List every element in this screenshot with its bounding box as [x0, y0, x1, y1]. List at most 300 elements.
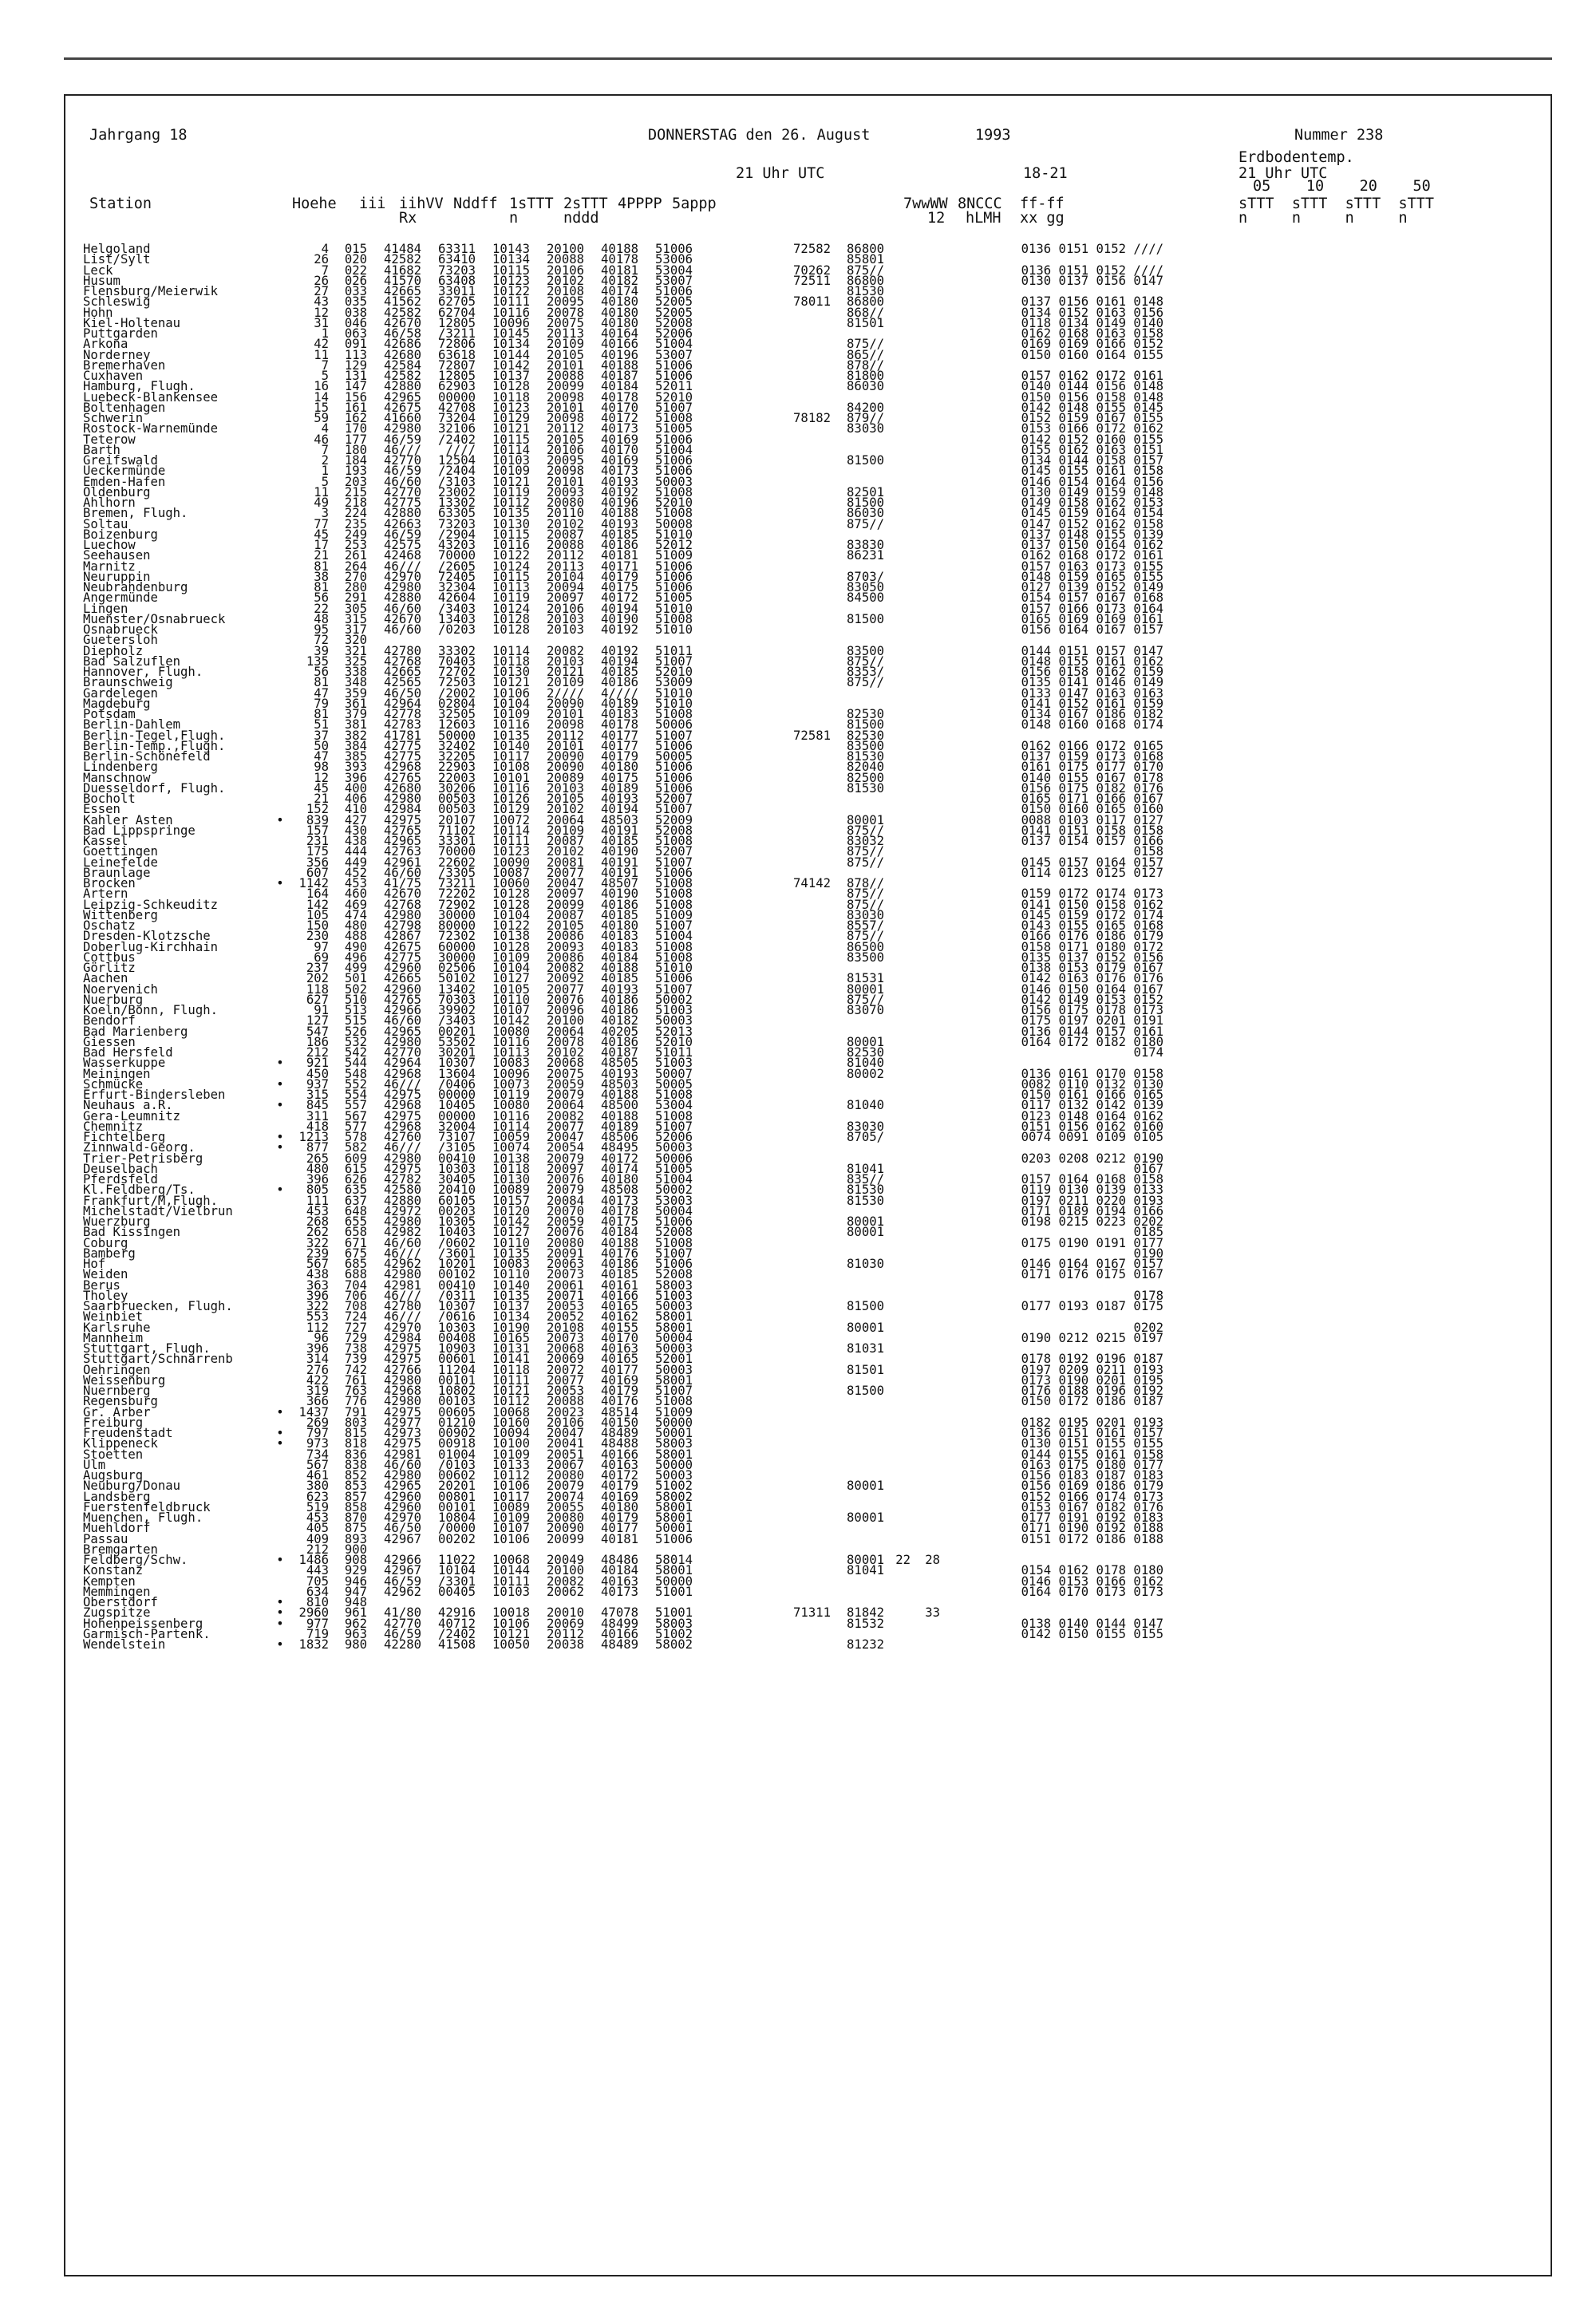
gust-gg	[911, 963, 940, 973]
group-8nccc: 81842	[847, 1605, 884, 1621]
iihvv: 41682	[384, 263, 421, 278]
group-5appp: 51007	[655, 918, 693, 933]
nddff: /2904	[438, 527, 476, 542]
group-4pppp: 40173	[601, 464, 638, 479]
group-8nccc: 879//	[847, 411, 884, 425]
group-5appp: 50002	[655, 992, 693, 1007]
group-7wwww	[693, 931, 831, 942]
elevation: 239	[306, 1246, 329, 1261]
nddff: 72202	[438, 886, 476, 902]
group-8nccc: 878//	[847, 876, 884, 890]
gust-gg	[911, 604, 940, 614]
group-1sttt: 10123	[492, 400, 530, 415]
station-id: 857	[344, 1489, 367, 1504]
group-4pppp: 48499	[601, 1616, 638, 1631]
mountain-marker	[272, 1238, 288, 1249]
gust-gg	[911, 689, 940, 699]
group-4pppp: 40181	[601, 263, 638, 278]
table-row	[83, 1034, 1543, 1049]
group-5appp: 52008	[655, 1267, 693, 1282]
group-5appp: 51011	[655, 1045, 693, 1060]
iihvv: 46///	[384, 1288, 421, 1303]
group-4pppp: 40180	[601, 1499, 638, 1514]
gust-gg	[911, 731, 940, 741]
group-8nccc: 81232	[847, 1637, 884, 1652]
elevation: 42	[314, 337, 329, 352]
group-1sttt: 10190	[492, 1320, 530, 1335]
station-id: 980	[344, 1637, 367, 1652]
group-1sttt: 10134	[492, 252, 530, 267]
group-2sttt: 20072	[547, 1362, 584, 1377]
table-row	[83, 1301, 1543, 1312]
group-2sttt: 20063	[547, 1257, 584, 1271]
station-name: Ahlhorn	[83, 496, 136, 510]
soil-temps: 0156 0183 0187 0183	[1021, 1468, 1163, 1483]
table-row	[83, 1013, 1543, 1029]
iihvv: 42670	[384, 611, 421, 626]
station-id: 526	[344, 1024, 367, 1039]
station-name: Saarbruecken, Flugh.	[83, 1299, 233, 1313]
group-7wwww	[693, 456, 831, 466]
station-id: 474	[344, 907, 367, 922]
nddff: 00000	[438, 1088, 476, 1102]
gust-gg	[911, 847, 940, 857]
gust-ff	[884, 910, 911, 921]
mountain-marker: •	[276, 1595, 284, 1609]
soil-temps: 0118 0134 0149 0140	[1021, 315, 1163, 330]
nddff: /2002	[438, 685, 476, 701]
group-8nccc: 83500	[847, 950, 884, 965]
elevation: 363	[306, 1277, 329, 1293]
group-4pppp: 40183	[601, 929, 638, 944]
iihvv: 42968	[384, 1066, 421, 1081]
iihvv: 42765	[384, 992, 421, 1007]
table-row	[83, 516, 1543, 531]
station-name: Regensburg	[83, 1394, 158, 1409]
gust-gg	[911, 1619, 940, 1629]
elevation: 380	[306, 1479, 329, 1494]
iihvv: 42280	[384, 1637, 421, 1652]
station-id: 946	[344, 1574, 367, 1589]
group-8nccc: 875//	[847, 675, 884, 690]
station-name: Muehldorf	[83, 1521, 151, 1536]
group-5appp: 51007	[655, 653, 693, 669]
gust-ff	[884, 731, 911, 741]
iihvv: 42975	[384, 1404, 421, 1420]
group-2sttt: 20080	[547, 1468, 584, 1483]
station-id: 063	[344, 326, 367, 341]
group-4pppp: 40186	[601, 538, 638, 552]
gust-ff	[884, 1143, 911, 1153]
table-row	[83, 1362, 1543, 1377]
iihvv: 42970	[384, 1510, 421, 1525]
station-id: 675	[344, 1246, 367, 1261]
group-8nccc: 81531	[847, 971, 884, 986]
elevation: 95	[314, 622, 329, 637]
station-name: Neubrandenburg	[83, 580, 188, 594]
group-8nccc: 81532	[847, 1616, 884, 1631]
group-1sttt: 10120	[492, 1203, 530, 1218]
station-name: Coburg	[83, 1235, 128, 1250]
group-5appp: 58001	[655, 1563, 693, 1578]
group-1sttt: 10111	[492, 1574, 530, 1589]
group-7wwww	[693, 1259, 831, 1269]
station-id: 582	[344, 1140, 367, 1155]
group-8nccc	[831, 689, 884, 699]
group-5appp: 51008	[655, 1235, 693, 1250]
gust-ff	[884, 1005, 911, 1016]
group-1sttt: 10115	[492, 263, 530, 278]
station-name: Soltau	[83, 516, 128, 531]
group-5appp: 52006	[655, 326, 693, 341]
station-id: 838	[344, 1457, 367, 1472]
station-id: 852	[344, 1468, 367, 1483]
group-5appp: 51009	[655, 907, 693, 922]
nddff: 10307	[438, 1056, 476, 1071]
group-8nccc	[831, 1450, 884, 1460]
group-8nccc: 81500	[847, 1384, 884, 1398]
station-name: Brocken	[83, 876, 136, 890]
elevation: 51	[314, 717, 329, 732]
station-id: 453	[344, 876, 367, 890]
mountain-marker	[272, 720, 288, 730]
elevation: 112	[306, 1320, 329, 1335]
table-row	[83, 907, 1543, 922]
soil-temps: 0088 0103 0117 0127	[1021, 812, 1163, 827]
group-4pppp: 40194	[601, 802, 638, 817]
station-name: Landsberg	[83, 1489, 151, 1504]
station-id: 325	[344, 653, 367, 669]
station-name: Wasserkuppe	[83, 1056, 166, 1071]
elevation: 96	[314, 1330, 329, 1345]
nddff: 70000	[438, 548, 476, 563]
group-7wwww	[693, 604, 831, 614]
group-5appp: 50000	[655, 1574, 693, 1589]
mountain-marker	[272, 1577, 288, 1587]
station-name: Feldberg/Schw.	[83, 1553, 188, 1567]
station-name: Bad Kissingen	[83, 1225, 181, 1240]
group-7wwww	[693, 1344, 831, 1354]
group-2sttt: 20077	[547, 865, 584, 880]
table-row	[83, 770, 1543, 785]
group-2sttt: 20082	[547, 1574, 584, 1589]
elevation: 396	[306, 1172, 329, 1187]
iihvv: 42880	[384, 590, 421, 606]
station-id: 947	[344, 1584, 367, 1599]
elevation: 142	[306, 897, 329, 912]
group-8nccc: 83032	[847, 834, 884, 848]
table-row	[83, 804, 1543, 815]
group-8nccc: 83030	[847, 907, 884, 922]
elevation: 805	[306, 1183, 329, 1198]
group-1sttt: 10111	[492, 1372, 530, 1388]
group-7wwww	[693, 1428, 831, 1439]
mountain-marker	[272, 677, 288, 688]
elevation: 396	[306, 1288, 329, 1303]
group-1sttt: 10134	[492, 337, 530, 352]
elevation: 567	[306, 1257, 329, 1271]
nddff: 63410	[438, 252, 476, 267]
elevation: 977	[306, 1616, 329, 1631]
iihvv: 41660	[384, 411, 421, 425]
mountain-marker	[272, 562, 288, 572]
nddff: 63311	[438, 242, 476, 256]
group-5appp: 51008	[655, 950, 693, 965]
group-7wwww	[693, 1460, 831, 1471]
iihvv: 42770	[384, 1616, 421, 1631]
gust-ff	[884, 667, 911, 677]
group-5appp: 50005	[655, 1076, 693, 1092]
elevation: 839	[306, 812, 329, 827]
mountain-marker	[272, 657, 288, 667]
group-4pppp: 40184	[601, 1225, 638, 1240]
group-5appp: 51003	[655, 1056, 693, 1071]
group-1sttt: 10135	[492, 1288, 530, 1303]
nddff: /0406	[438, 1076, 476, 1092]
table-row	[83, 897, 1543, 912]
soil-temps: 0137 0150 0164 0162	[1021, 538, 1163, 552]
group-5appp: 51003	[655, 1288, 693, 1303]
iihvv: 41/80	[384, 1605, 421, 1621]
elevation: 26	[314, 252, 329, 267]
station-name: Oschatz	[83, 918, 136, 933]
station-name: Leipzig-Schkeuditz	[83, 897, 218, 912]
group-8nccc: 84200	[847, 400, 884, 415]
station-name: Bremgarten	[83, 1542, 158, 1557]
gust-ff	[884, 1428, 911, 1439]
group-2sttt: 20104	[547, 569, 584, 584]
soil-temps: 0136 0151 0152 ////	[1021, 263, 1163, 278]
gust-ff	[884, 1016, 911, 1026]
table-row	[83, 1161, 1543, 1176]
elevation: 262	[306, 1225, 329, 1240]
group-4pppp: 40185	[601, 1267, 638, 1282]
nddff: 30206	[438, 780, 476, 796]
iihvv: 42780	[384, 1299, 421, 1313]
station-name: Goettingen	[83, 844, 158, 859]
station-id: 015	[344, 242, 367, 256]
gust-ff	[884, 308, 911, 318]
gust-ff	[884, 1227, 911, 1238]
elevation: 366	[306, 1394, 329, 1409]
nddff: 50102	[438, 971, 476, 986]
table-row	[83, 421, 1543, 436]
elevation: 150	[306, 918, 329, 933]
group-2sttt: 20098	[547, 717, 584, 732]
soil-title: Erdbodentemp.	[1238, 149, 1354, 166]
station-name: Oldenburg	[83, 484, 151, 500]
group-7wwww: 70262	[793, 263, 831, 278]
gust-ff	[884, 1460, 911, 1471]
group-2sttt: 20103	[547, 611, 584, 626]
iihvv: 42783	[384, 717, 421, 732]
group-5appp: 51001	[655, 1584, 693, 1599]
mountain-marker: •	[276, 1130, 284, 1144]
group-5appp: 50003	[655, 1299, 693, 1313]
gust-gg	[911, 1481, 940, 1491]
table-row	[83, 855, 1543, 870]
group-2sttt: 20098	[547, 464, 584, 479]
group-7wwww	[693, 995, 831, 1005]
gust-gg	[911, 1227, 940, 1238]
gust-gg	[911, 1344, 940, 1354]
gust-ff	[884, 1090, 911, 1100]
group-5appp: 51010	[655, 527, 693, 542]
col-iihvv-sub: Rx	[399, 210, 417, 227]
group-7wwww	[693, 657, 831, 667]
nddff: 10104	[438, 1563, 476, 1578]
station-id: 704	[344, 1277, 367, 1293]
group-7wwww	[693, 1481, 831, 1491]
soil-temps: 0152 0166 0174 0173	[1021, 1489, 1163, 1504]
elevation: 38	[314, 569, 329, 584]
gust-ff	[884, 889, 911, 899]
iihvv: 42984	[384, 802, 421, 817]
station-id: 948	[344, 1595, 367, 1609]
col-5appp: 5appp	[672, 195, 717, 212]
gust-ff	[884, 371, 911, 381]
iihvv: 42765	[384, 823, 421, 838]
group-5appp: 51010	[655, 622, 693, 637]
group-1sttt: 10128	[492, 886, 530, 902]
station-name: Doberlug-Kirchhain	[83, 939, 218, 954]
soil-temps: 0142 0150 0155 0155	[1021, 1626, 1163, 1641]
group-4pppp: 40163	[601, 1457, 638, 1472]
nddff: 70403	[438, 653, 476, 669]
group-4pppp: 40174	[601, 284, 638, 298]
table-row	[83, 474, 1543, 489]
station-name: Bad Hersfeld	[83, 1045, 173, 1060]
iihvv: 42582	[384, 305, 421, 320]
group-4pppp: 40193	[601, 1066, 638, 1081]
group-4pppp: 40178	[601, 252, 638, 267]
group-7wwww	[693, 1048, 831, 1058]
elevation: 157	[306, 823, 329, 838]
iihvv: 42961	[384, 855, 421, 870]
group-5appp: 51006	[655, 1214, 693, 1229]
nddff: 02804	[438, 696, 476, 711]
soil-temps: 0142 0152 0160 0155	[1021, 432, 1163, 447]
iihvv: 42770	[384, 484, 421, 500]
group-2sttt: 20090	[547, 749, 584, 764]
group-2sttt: 20084	[547, 1193, 584, 1208]
station-id: 658	[344, 1225, 367, 1240]
group-2sttt: 20078	[547, 1034, 584, 1049]
soil-temps: 0171 0176 0175 0167	[1021, 1267, 1163, 1282]
group-7wwww	[693, 804, 831, 815]
mountain-marker	[272, 900, 288, 910]
issue-number: Nummer 238	[1294, 127, 1384, 144]
group-4pppp: 48489	[601, 1637, 638, 1652]
group-2sttt: 20097	[547, 886, 584, 902]
group-4pppp: 40187	[601, 369, 638, 383]
station-id: 203	[344, 474, 367, 489]
group-8nccc: 81040	[847, 1098, 884, 1113]
group-1sttt: 10104	[492, 907, 530, 922]
soil-temps: 0178 0192 0196 0187	[1021, 1352, 1163, 1367]
station-name: Stuttgart/Schnarrenb	[83, 1352, 233, 1367]
gust-ff	[884, 1450, 911, 1460]
elevation: 315	[306, 1088, 329, 1102]
group-2sttt: 20099	[547, 379, 584, 394]
iihvv: 42775	[384, 950, 421, 965]
gust-gg	[911, 1291, 940, 1301]
mountain-marker	[272, 1005, 288, 1016]
iihvv: 46/59	[384, 1626, 421, 1641]
iihvv: 42670	[384, 315, 421, 330]
gust-gg	[911, 361, 940, 371]
elevation: 175	[306, 844, 329, 859]
iihvv: 42980	[384, 421, 421, 436]
group-2sttt: 20112	[547, 421, 584, 436]
group-2sttt: 20077	[547, 981, 584, 997]
nddff: 73211	[438, 876, 476, 890]
group-2sttt: 2////	[547, 685, 584, 701]
group-8nccc: 875//	[847, 929, 884, 944]
gust-gg	[911, 794, 940, 804]
group-4pppp: 40166	[601, 337, 638, 352]
gust-gg	[911, 466, 940, 476]
group-4pppp: 40150	[601, 1415, 638, 1430]
iihvv: 42980	[384, 1214, 421, 1229]
mountain-marker	[272, 709, 288, 720]
nddff: /0602	[438, 1235, 476, 1250]
station-id: 381	[344, 717, 367, 732]
mountain-marker	[272, 1354, 288, 1364]
soil-temps: 0197 0211 0220 0193	[1021, 1193, 1163, 1208]
station-id: 317	[344, 622, 367, 637]
nddff: 00103	[438, 1394, 476, 1409]
table-row	[83, 453, 1543, 468]
mountain-marker	[272, 921, 288, 931]
station-id: 382	[344, 728, 367, 743]
table-row	[83, 508, 1543, 519]
elevation: 567	[306, 1457, 329, 1472]
soil-temps: 0156 0175 0182 0176	[1021, 780, 1163, 796]
iihvv: 42975	[384, 1088, 421, 1102]
station-name: Arkona	[83, 337, 128, 352]
group-8nccc: 80001	[847, 1553, 884, 1567]
group-1sttt: 10116	[492, 1108, 530, 1123]
iihvv: 46///	[384, 1309, 421, 1325]
group-2sttt: 20109	[547, 337, 584, 352]
gust-gg	[911, 784, 940, 794]
group-2sttt: 20051	[547, 1447, 584, 1462]
station-id: 490	[344, 939, 367, 954]
group-1sttt: 10100	[492, 1436, 530, 1451]
group-2sttt: 20080	[547, 496, 584, 510]
iihvv: 42798	[384, 918, 421, 933]
station-id: 908	[344, 1553, 367, 1567]
group-1sttt: 10122	[492, 918, 530, 933]
group-2sttt: 20082	[547, 643, 584, 658]
group-1sttt: 10123	[492, 273, 530, 288]
group-1sttt: 10135	[492, 506, 530, 521]
iihvv: 42975	[384, 812, 421, 827]
group-2sttt: 20086	[547, 950, 584, 965]
table-row	[83, 643, 1543, 658]
group-1sttt: 10114	[492, 643, 530, 658]
nddff: 70303	[438, 992, 476, 1007]
group-2sttt: 20102	[547, 1045, 584, 1060]
table-row	[83, 315, 1543, 330]
group-4pppp: 40189	[601, 696, 638, 711]
station-name: Oehringen	[83, 1362, 151, 1377]
gust-gg	[911, 1269, 940, 1280]
group-1sttt: 10135	[492, 728, 530, 743]
gust-ff	[884, 868, 911, 879]
group-7wwww	[693, 435, 831, 445]
